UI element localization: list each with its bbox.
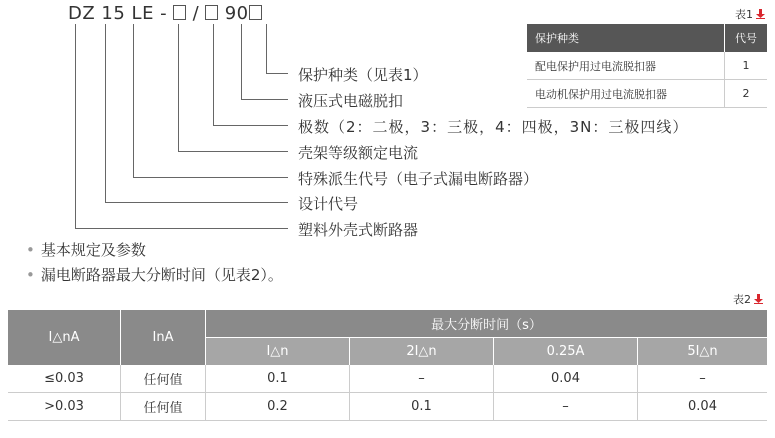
legend-hydraulic-trip: 液压式电磁脱扣 xyxy=(298,92,404,110)
table-cell: >0.03 xyxy=(8,393,121,421)
table2-header-in: InA xyxy=(121,310,206,365)
connector-line xyxy=(178,151,288,152)
down-arrow-icon xyxy=(756,9,765,19)
legend-design-code: 设计代号 xyxy=(298,195,359,213)
table-cell: – xyxy=(638,365,768,393)
table2-subheader: 0.25A xyxy=(494,338,638,366)
table-cell: 配电保护用过电流脱扣器 xyxy=(527,52,725,80)
connector-line xyxy=(105,202,288,203)
table1-header-code: 代号 xyxy=(725,24,768,52)
table-cell: – xyxy=(494,393,638,421)
table2-header-idn: I△nA xyxy=(8,310,121,365)
legend-special-code: 特殊派生代号（电子式漏电断路器） xyxy=(298,170,539,188)
table2-subheader: 2I△n xyxy=(350,338,494,366)
model-prefix: DZ 15 LE - xyxy=(68,3,168,24)
table-row xyxy=(527,52,767,80)
connector-line xyxy=(213,125,288,126)
table-cell: 0.04 xyxy=(638,393,768,421)
model-separator: / xyxy=(192,3,200,24)
bullet-item: • 基本规定及参数 xyxy=(26,241,146,259)
bullet-item: • 漏电断路器最大分断时间（见表2）。 xyxy=(26,266,283,284)
table-row xyxy=(527,80,767,108)
legend-protection-type: 保护种类（见表1） xyxy=(298,66,428,84)
table1-caption: 表1 xyxy=(735,6,765,22)
table-cell: 1 xyxy=(725,52,768,80)
table-cell: 0.1 xyxy=(206,365,350,393)
table-row xyxy=(8,365,767,393)
legend-frame-current: 壳架等级额定电流 xyxy=(298,144,419,162)
table2-caption: 表2 xyxy=(733,291,763,307)
table-cell: 0.04 xyxy=(494,365,638,393)
connector-line xyxy=(266,24,267,74)
table2-subheader: I△n xyxy=(206,338,350,366)
table1-header-type: 保护种类 xyxy=(527,24,725,52)
connector-line xyxy=(105,24,106,203)
table-cell: ≤0.03 xyxy=(8,365,121,393)
protection-type-table xyxy=(527,24,767,108)
connector-line xyxy=(266,73,288,74)
table-cell: 电动机保护用过电流脱扣器 xyxy=(527,80,725,108)
connector-line xyxy=(241,99,288,100)
connector-line xyxy=(75,24,76,229)
table-cell: 0.1 xyxy=(350,393,494,421)
connector-line xyxy=(75,228,288,229)
table-cell: – xyxy=(350,365,494,393)
placeholder-box xyxy=(249,5,262,20)
legend-poles: 极数（2：二极，3：三极，4：四极，3N：三极四线） xyxy=(298,118,689,136)
connector-line xyxy=(133,177,288,178)
breaking-time-table xyxy=(8,310,767,421)
model-suffix: 90 xyxy=(224,3,249,24)
table2-header-max-time: 最大分断时间（s） xyxy=(206,310,768,338)
table-cell: 0.2 xyxy=(206,393,350,421)
connector-line xyxy=(178,24,179,152)
connector-line xyxy=(241,24,242,100)
connector-line xyxy=(133,24,134,178)
connector-line xyxy=(213,24,214,126)
placeholder-box xyxy=(205,5,218,20)
table-cell: 任何值 xyxy=(121,393,206,421)
table-cell: 2 xyxy=(725,80,768,108)
table-row xyxy=(8,393,767,421)
table2-subheader: 5I△n xyxy=(638,338,768,366)
legend-mccb: 塑料外壳式断路器 xyxy=(298,221,419,239)
model-code xyxy=(68,3,262,24)
table-cell: 任何值 xyxy=(121,365,206,393)
placeholder-box xyxy=(173,5,186,20)
down-arrow-icon xyxy=(754,294,763,304)
